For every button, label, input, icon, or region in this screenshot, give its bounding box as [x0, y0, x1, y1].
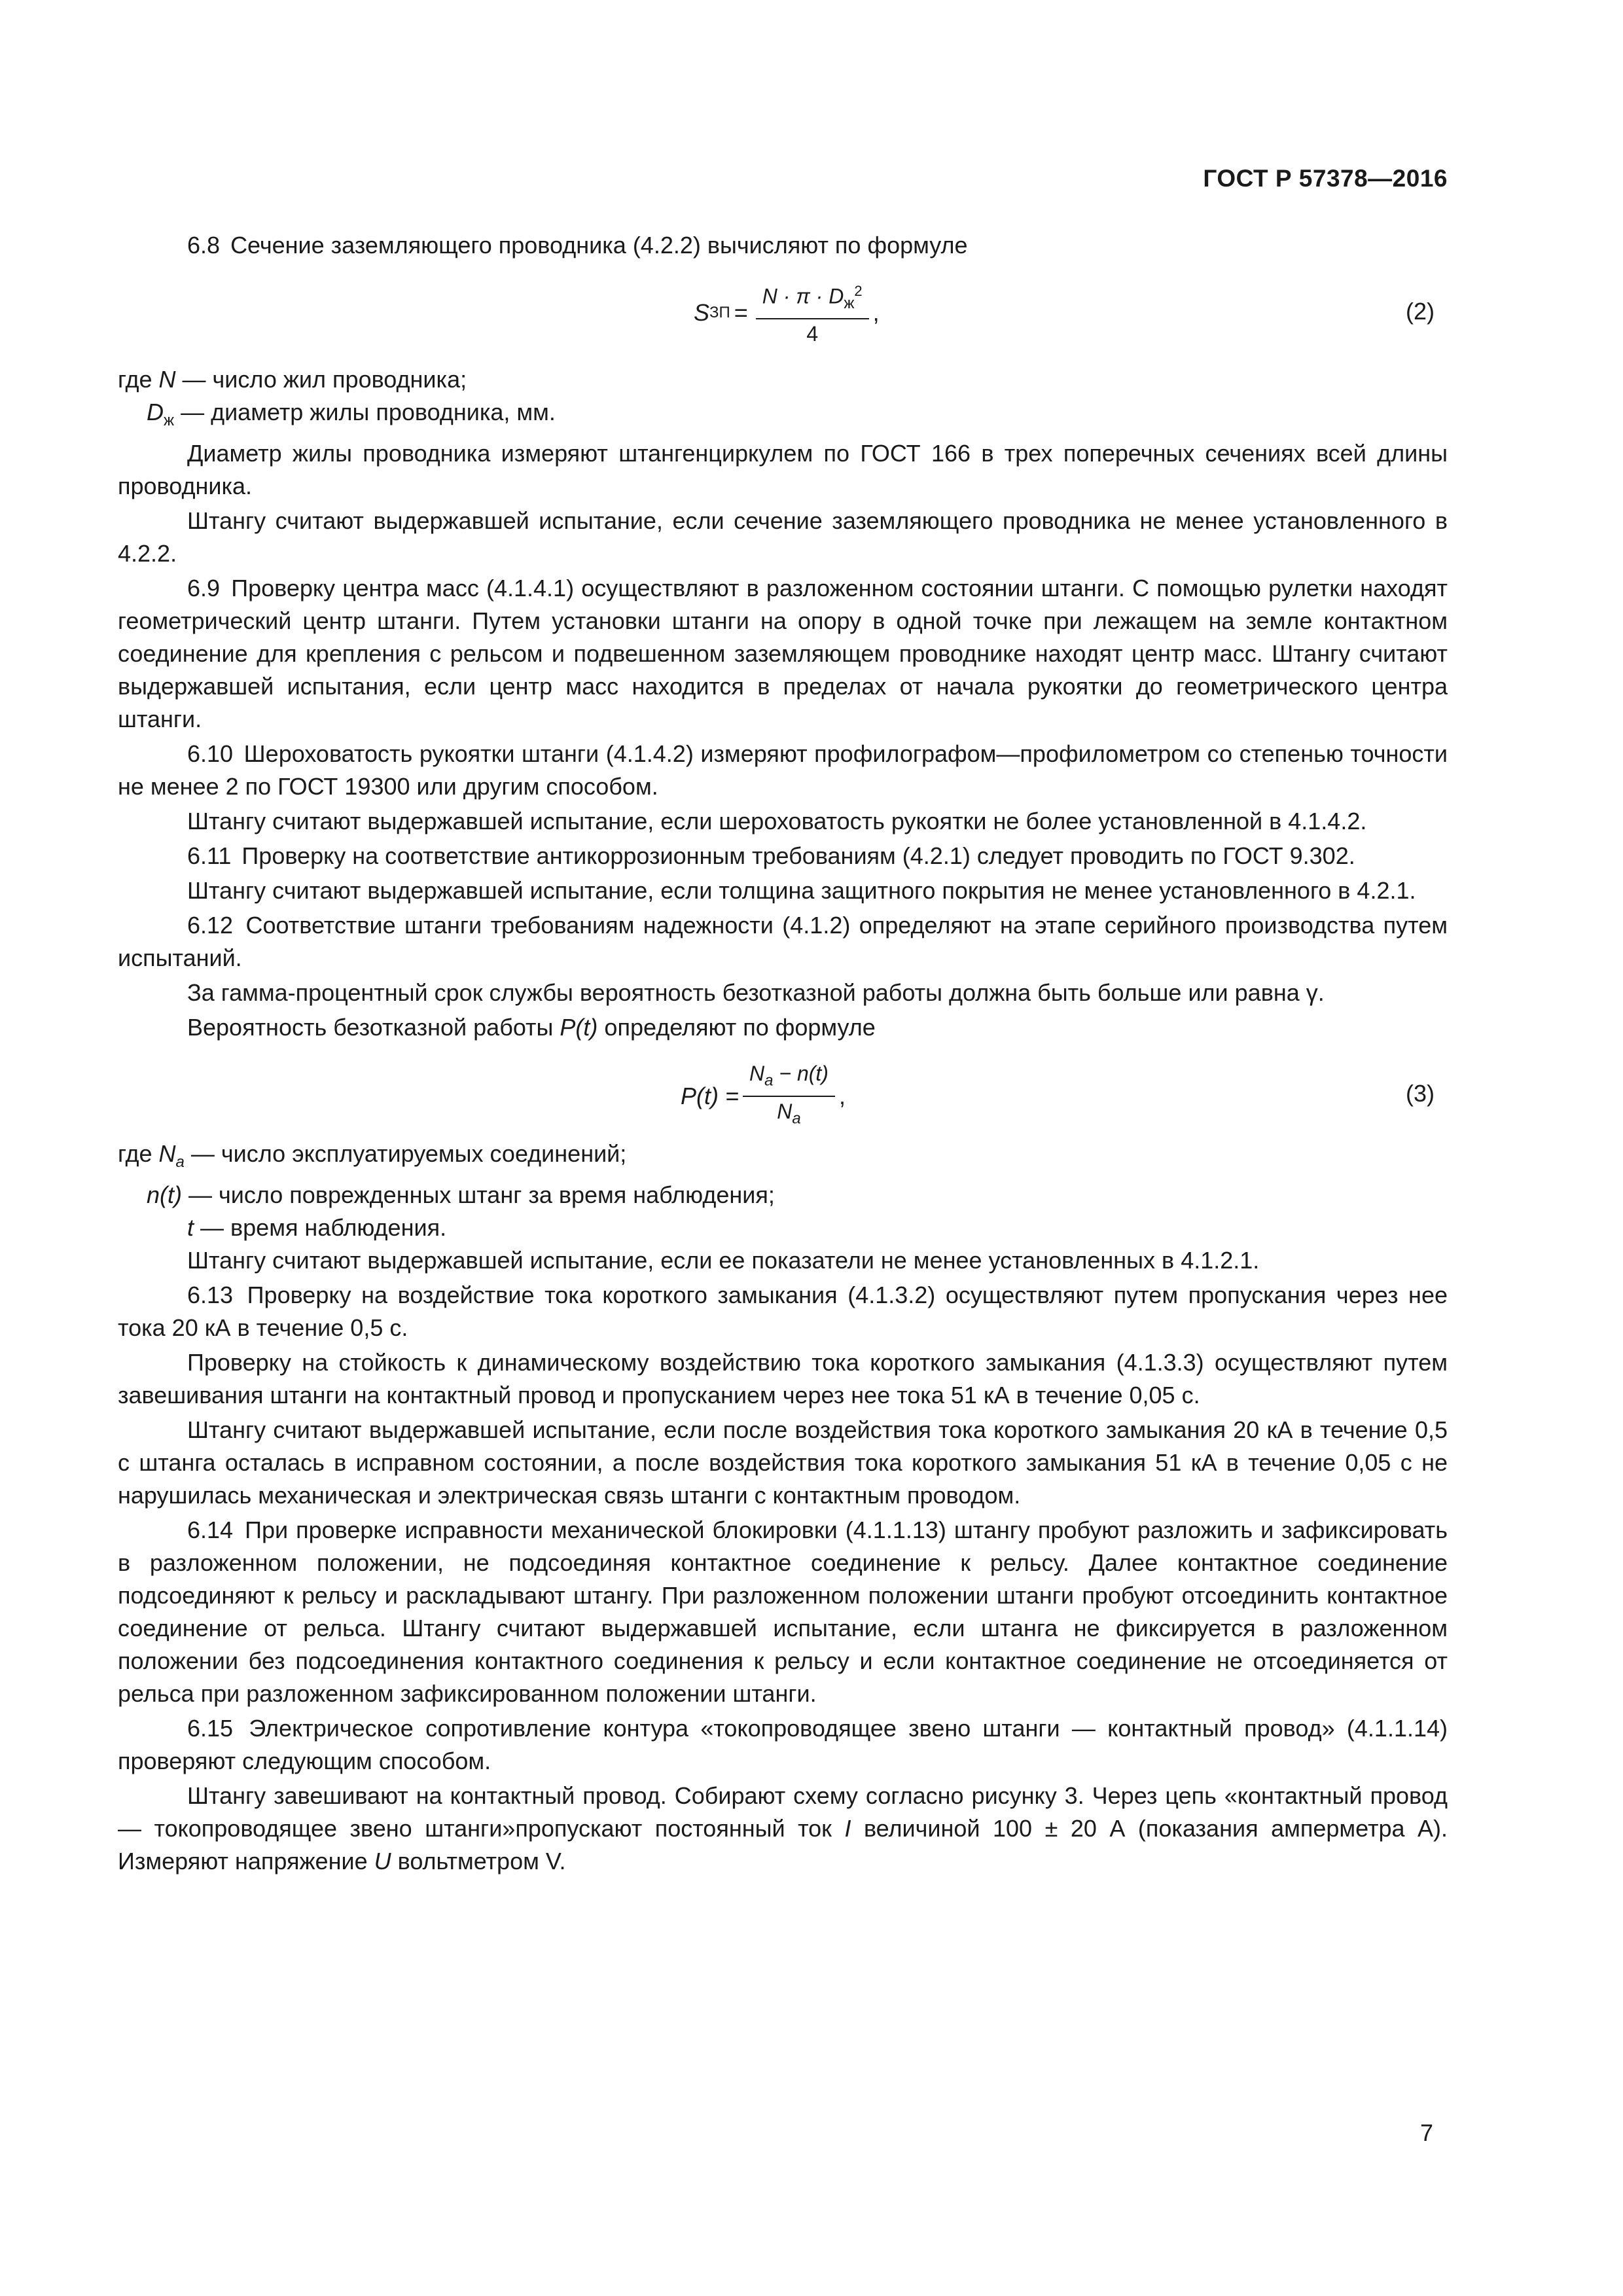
section-6-11: 6.11 Проверку на соответствие антикоррозионным требованиям (4.2.1) следует проводить по ГОСТ 9.302.	[187, 842, 1355, 870]
definition-t: t — время наблюдения.	[187, 1214, 447, 1242]
formula-fraction: $\frac{N \cdot \pi \cdot D_ж^2}{4}$	[756, 277, 869, 348]
section-6-8	[118, 229, 1448, 262]
document-header: ГОСТ Р 57378—2016	[1203, 165, 1448, 192]
section-6-15: 6.15 Электрическое сопротивление контура «токопроводящее звено штанги — контактный провод» (4.1.1.14) проверяют следующим способом.	[118, 1715, 1448, 1775]
paragraph: Вероятность безотказной работы P(t) определяют по формуле	[187, 1014, 876, 1041]
paragraph: За гамма-процентный срок службы вероятность безотказной работы должна быть больше или равна γ.	[187, 979, 1325, 1007]
formula-3	[118, 1046, 1448, 1138]
section-6-12: 6.12 Соответствие штанги требованиям надежности (4.1.2) определяют на этапе серийного производства путем испытаний.	[118, 912, 1448, 972]
paragraph: Штангу считают выдержавшей испытание, если шероховатость рукоятки не более установленной в 4.1.4.2.	[187, 808, 1367, 835]
definition-d: $D_ж$ — диаметр жилы проводника, мм.	[147, 399, 556, 430]
section-6-13: 6.13 Проверку на воздействие тока короткого замыкания (4.1.3.2) осуществляют путем пропускания через нее тока 20 кА в течение 0,5 с.	[118, 1282, 1448, 1342]
definition-n: где N — число жил проводника;	[118, 366, 467, 393]
formula-number: (3)	[1406, 1080, 1435, 1107]
formula-fraction: $\frac{N_a - n(t)}{N_a}$	[743, 1059, 835, 1133]
section-6-9: 6.9 Проверку центра масс (4.1.4.1) осуществляют в разложенном состоянии штанги. С помощью рулетки находят геометрический центр штанги. Путем установки штанги на опору в одной точке при лежащем на земле контактном соединение для крепления с рельсом и подвешенном заземляющем проводнике находят центр масс. Штангу считают выдержавшей испытания, если центр масс находится в пределах от начала рукоятки до геометрического центра штанги.	[118, 575, 1448, 733]
section-number: 6.8	[187, 232, 221, 259]
section-text: Сечение заземляющего проводника (4.2.2) вычисляют по формуле	[230, 232, 968, 259]
paragraph: Штангу считают выдержавшей испытание, если сечение заземляющего проводника не менее установленного в 4.2.2.	[118, 507, 1448, 567]
document-body	[118, 229, 1448, 1880]
formula-2	[118, 264, 1448, 363]
paragraph: Проверку на стойкость к динамическому воздействию тока короткого замыкания (4.1.3.3) осуществляют путем завешивания штанги на контактный провод и пропусканием через нее тока 51 кА в течение 0,05 с.	[118, 1349, 1448, 1409]
page-number: 7	[1419, 2119, 1433, 2146]
formula-number: (2)	[1406, 298, 1435, 325]
paragraph: Штангу считают выдержавшей испытание, если после воздействия тока короткого замыкания 20 кА в течение 0,5 с штанга осталась в исправном состоянии, а после воздействия тока короткого замыкания 51 кА в течение 0,05 с не нарушилась механическая и электрическая связь штанги с контактным проводом.	[118, 1416, 1448, 1509]
formula-expression: P(t) = $\frac{N_a - n(t)}{N_a}$ ,	[681, 1059, 846, 1133]
section-6-10: 6.10 Шероховатость рукоятки штанги (4.1.4.2) измеряют профилографом—профилометром со степенью точности не менее 2 по ГОСТ 19300 или другим способом.	[118, 740, 1448, 800]
paragraph: Штангу считают выдержавшей испытание, если ее показатели не менее установленных в 4.1.2.1.	[187, 1247, 1260, 1274]
section-6-14: 6.14 При проверке исправности механической блокировки (4.1.1.13) штангу пробуют разложить и зафиксировать в разложенном положении, не подсоединяя контактное соединение к рельсу. Далее контактное соединение подсоединяют к рельсу и раскладывают штангу. При разложенном положении штанги пробуют отсоединить контактное соединение от рельса. Штангу считают выдержавшей испытание, если штанга не фиксируется в разложенном положении без подсоединения контактного соединения к рельсу и если контактное соединение не отсоединяется от рельса при разложенном зафиксированном положении штанги.	[118, 1516, 1448, 1708]
formula-expression: S ЗП = $\frac{N \cdot \pi \cdot D_ж^2}{4}$ ,	[694, 277, 880, 348]
definition-nt: n(t) — число поврежденных штанг за время наблюдения;	[147, 1181, 775, 1209]
paragraph: Диаметр жилы проводника измеряют штангенциркулем по ГОСТ 166 в трех поперечных сечениях всей длины проводника.	[118, 440, 1448, 500]
paragraph: Штангу считают выдержавшей испытание, если толщина защитного покрытия не менее установленного в 4.2.1.	[187, 877, 1416, 905]
definition-na: где $N_a$ — число эксплуатируемых соединений;	[118, 1140, 627, 1172]
paragraph: Штангу завешивают на контактный провод. Собирают схему согласно рисунку 3. Через цепь «контактный провод — токопроводящее звено штанги»пропускают постоянный ток I величиной 100 ± 20 А (показания амперметра А). Измеряют напряжение U вольтметром V.	[118, 1782, 1448, 1875]
